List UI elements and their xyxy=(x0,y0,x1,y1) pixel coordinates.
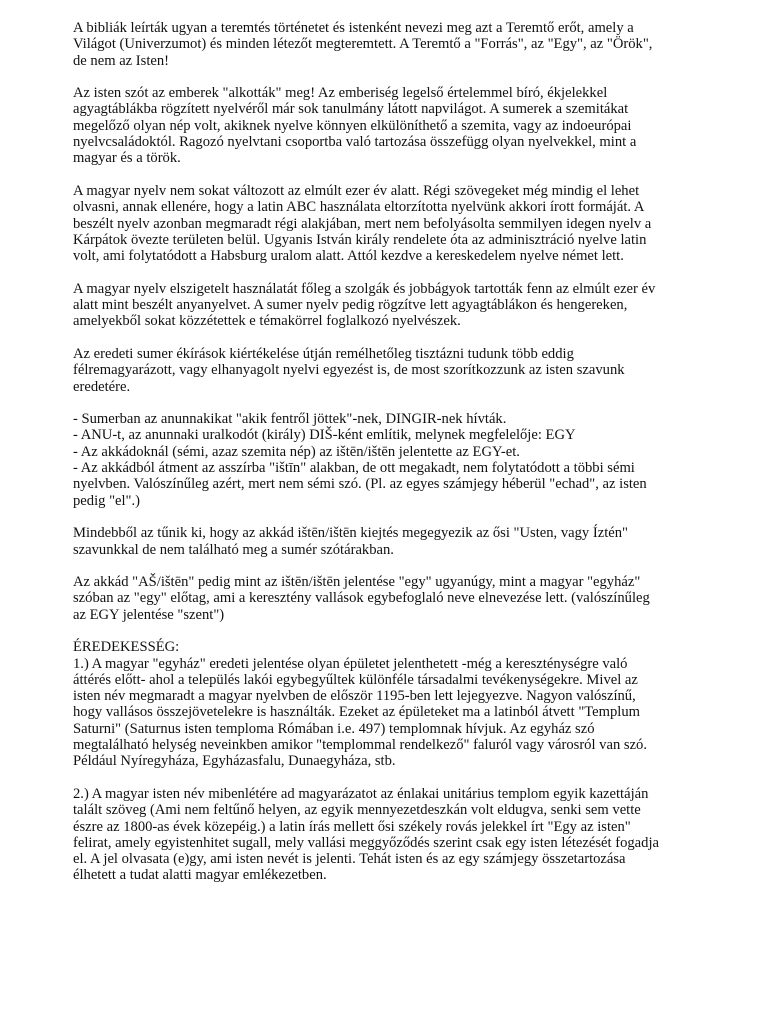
text-line: szavunkkal de nem található meg a sumér szótárakban. xyxy=(73,541,394,558)
paragraph-3 xyxy=(73,183,707,264)
text-line: el. A jel olvasata (e)gy, ami isten nevét is jelenti. Tehát isten és az egy számjegy összetartozása xyxy=(73,851,626,868)
text-line: felirat, amely egyistenhitet sugall, mely vallási meggyőződés szerint csak egy isten létezését fogadja xyxy=(73,834,659,851)
text-line: Az akkád "AŠ/ištēn" pedig mint az ištēn/ištēn jelentése "egy" ugyanúgy, mint a magyar "egyház" xyxy=(73,574,641,591)
list-item: - ANU-t, az anunnaki uralkodót (király) DIŠ-ként említik, melynek megfelelője: EGY xyxy=(73,427,576,444)
text-line: félremagyarázott, vagy elhanyagolt nyelvi egyezést is, de most szorítkozzunk az isten szavunk xyxy=(73,362,625,379)
paragraph-1 xyxy=(73,20,707,69)
text-line: 2.) A magyar isten név mibenlétére ad magyarázatot az énlakai unitárius templom egyik kazettáján xyxy=(73,785,649,802)
paragraph-7 xyxy=(73,525,707,558)
text-line: eredetére. xyxy=(73,378,131,395)
paragraph-8 xyxy=(73,574,707,623)
text-line: Saturni" (Saturnus isten temploma Rómában i.e. 497) templomnak hívjuk. Az egyház szó xyxy=(73,720,595,737)
list-item: pedig "el".) xyxy=(73,492,141,509)
text-line: nyelvcsaládoktól. Ragozó nyelvtani csoportba való tartozása összefügg olyan nyelvekkel, mint a xyxy=(73,134,637,151)
paragraph-10 xyxy=(73,786,707,884)
text-line: az EGY jelentése "szent") xyxy=(73,606,225,623)
text-line: Az isten szót az emberek "alkották" meg! Az emberiség legelső értelemmel bíró, ékjelekkel xyxy=(73,85,608,102)
text-line: megelőző olyan nép volt, akiknek nyelve könnyen elkülöníthető a szemita, vagy az indoeurópai xyxy=(73,117,632,134)
text-line: Például Nyíregyháza, Egyházasfalu, Dunaegyháza, stb. xyxy=(73,753,396,770)
paragraph-6-list xyxy=(73,411,707,509)
text-line: szóban az "egy" előtag, ami a keresztény vallások egybefoglaló neve elnevezése lett. (valószínűleg xyxy=(73,590,650,607)
paragraph-9 xyxy=(73,639,707,769)
text-line: áttérés előtt- ahol a település lakói egybegyűltek különféle társadalmi tevékenységekre. Mivel az xyxy=(73,671,638,688)
paragraph-2 xyxy=(73,85,707,166)
document-page xyxy=(73,20,707,900)
list-item: - Sumerban az anunnakikat "akik fentről jöttek"-nek, DINGIR-nek hívták. xyxy=(73,411,507,428)
paragraph-5 xyxy=(73,346,707,395)
text-line: észre az 1800-as évek közepéig.) a latin írás mellett ősi székely rovás jelekkel írt "Egy az isten" xyxy=(73,818,631,835)
text-line: Kárpátok övezte területen belül. Ugyanis István király rendelete óta az adminisztráció nyelve latin xyxy=(73,231,647,248)
text-line: Az eredeti sumer ékírások kiértékelése útján remélhetőleg tisztázni tudunk több eddig xyxy=(73,345,574,362)
text-line: magyar és a török. xyxy=(73,150,181,167)
paragraph-4 xyxy=(73,281,707,330)
section-heading: ÉREDEKESSÉG: xyxy=(73,639,180,656)
text-line: A magyar nyelv elszigetelt használatát főleg a szolgák és jobbágyok tartották fenn az elmúlt ezer év xyxy=(73,280,656,297)
text-line: megtalálható helység neveinkben amikor "templommal rendelkező" faluról vagy városról van szó. xyxy=(73,737,647,754)
text-line: A bibliák leírták ugyan a teremtés történetet és istenként nevezi meg azt a Teremtő erőt, amely a xyxy=(73,20,634,36)
text-line: élhetett a tudat alatti magyar emlékezetben. xyxy=(73,867,327,884)
text-line: olvasni, annak ellenére, hogy a latin ABC használata eltorzította nyelvünk akkori írott formáját. A xyxy=(73,199,645,216)
text-line: Világot (Univerzumot) és minden létezőt megteremtett. A Teremtő a "Forrás", az "Egy", az "Örök", xyxy=(73,36,653,53)
text-line: amelyekből sokat közzétettek e témakörrel foglalkozó nyelvészek. xyxy=(73,313,461,330)
text-line: isten név megmaradt a magyar nyelvben de először 1195-ben lett lejegyezve. Nagyon valószínű, xyxy=(73,688,636,705)
list-item: nyelvben. Valószínűleg azért, mert nem sémi szó. (Pl. az egyes számjegy héberül "echad", az isten xyxy=(73,476,647,493)
list-item: - Az akkádból átment az asszírba "ištīn" alakban, de ott megakadt, nem folytatódott a többi sémi xyxy=(73,460,635,477)
text-line: beszélt nyelv azonban megmaradt régi alakjában, mert nem befolyásolta semmilyen idegen nyelv a xyxy=(73,215,652,232)
text-line: 1.) A magyar "egyház" eredeti jelentése olyan épületet jelenthetett -még a kereszténységre való xyxy=(73,655,628,672)
text-line: agyagtáblákba rögzített nyelvéről már sok tanulmány látott napvilágot. A sumerek a szemitákat xyxy=(73,101,629,118)
text-line: hogy vallásos összejövetelekre is használták. Ezeket az épületeket ma a latinból átvett "Templum xyxy=(73,704,640,721)
text-line: A magyar nyelv nem sokat változott az elmúlt ezer év alatt. Régi szövegeket még mindig el lehet xyxy=(73,182,640,199)
list-item: - Az akkádoknál (sémi, azaz szemita nép) az ištēn/ištēn jelentette az EGY-et. xyxy=(73,443,520,460)
text-line: alatt mint beszélt anyanyelvet. A sumer nyelv pedig rögzítve lett agyagtáblákon és hengereken, xyxy=(73,297,628,314)
text-line: volt, ami folytatódott a Habsburg uralom alatt. Attól kezdve a kereskedelem nyelve német lett. xyxy=(73,248,624,265)
text-line: de nem az Isten! xyxy=(73,52,170,69)
text-line: talált szöveg (Ami nem feltűnő helyen, az egyik mennyezetdeszkán volt eldugva, senki sem vette xyxy=(73,802,641,819)
text-line: Mindebből az tűnik ki, hogy az akkád ištēn/ištēn kiejtés megegyezik az ősi "Usten, vagy Íztén" xyxy=(73,525,628,542)
